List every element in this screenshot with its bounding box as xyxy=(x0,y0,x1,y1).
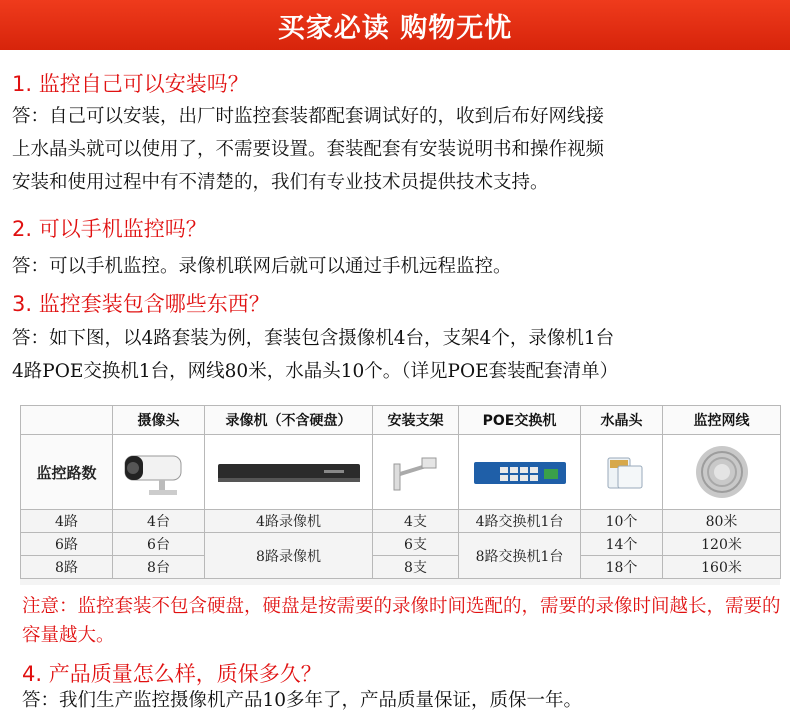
row1-channels: 4路 xyxy=(21,510,113,533)
row2-bracket: 6支 xyxy=(373,533,459,556)
row-header-label: 监控路数 xyxy=(21,435,113,510)
answer-4-line-1: 答：我们生产监控摄像机产品10多年了，产品质量保证，质保一年。 xyxy=(22,690,583,711)
header-camera: 摄像头 xyxy=(113,406,205,435)
header-connector: 水晶头 xyxy=(581,406,663,435)
row2-connector: 14个 xyxy=(581,533,663,556)
row3-channels: 8路 xyxy=(21,556,113,579)
row1-cable: 80米 xyxy=(663,510,781,533)
answer-1-line-1: 答：自己可以安装，出厂时监控套装都配套调试好的，收到后布好网线接 xyxy=(12,106,605,127)
row3-camera: 8台 xyxy=(113,556,205,579)
question-1: 1. 监控自己可以安装吗？ xyxy=(12,72,249,96)
row3-connector: 18个 xyxy=(581,556,663,579)
header-cable: 监控网线 xyxy=(663,406,781,435)
question-2: 2. 可以手机监控吗？ xyxy=(12,217,207,241)
nvr-image xyxy=(205,435,373,510)
row3-bracket: 8支 xyxy=(373,556,459,579)
question-3: 3. 监控套装包含哪些东西？ xyxy=(12,292,270,316)
row1-switch: 4路交换机1台 xyxy=(459,510,581,533)
header-nvr: 录像机（不含硬盘） xyxy=(205,406,373,435)
camera-image xyxy=(113,435,205,510)
answer-1-line-3: 安装和使用过程中有不清楚的，我们有专业技术员提供技术支持。 xyxy=(12,172,549,193)
row2-channels: 6路 xyxy=(21,533,113,556)
row2-switch: 8路交换机1台 xyxy=(459,533,581,579)
kit-contents-table xyxy=(20,405,780,585)
row1-camera: 4台 xyxy=(113,510,205,533)
answer-2-line-1: 答：可以手机监控。录像机联网后就可以通过手机远程监控。 xyxy=(12,256,512,277)
row1-nvr: 4路录像机 xyxy=(205,510,373,533)
table-corner xyxy=(21,406,113,435)
answer-3-line-2: 4路POE交换机1台，网线80米，水晶头10个。（详见POE套装配套清单） xyxy=(12,361,619,382)
poe-switch-image xyxy=(459,435,581,510)
bracket-image xyxy=(373,435,459,510)
answer-3-line-1: 答：如下图，以4路套装为例，套装包含摄像机4台，支架4个，录像机1台 xyxy=(12,328,615,349)
row3-cable: 160米 xyxy=(663,556,781,579)
row2-camera: 6台 xyxy=(113,533,205,556)
question-4: 4. 产品质量怎么样，质保多久？ xyxy=(22,662,322,686)
row2-cable: 120米 xyxy=(663,533,781,556)
row1-connector: 10个 xyxy=(581,510,663,533)
row2-nvr: 8路录像机 xyxy=(205,533,373,579)
rj45-connector-image xyxy=(581,435,663,510)
answer-1-line-2: 上水晶头就可以使用了，不需要设置。套装配套有安装说明书和操作视频 xyxy=(12,139,605,160)
row1-bracket: 4支 xyxy=(373,510,459,533)
cable-coil-image xyxy=(663,435,781,510)
header-poe-switch: POE交换机 xyxy=(459,406,581,435)
banner-title: 买家必读 购物无忧 xyxy=(277,12,513,44)
hard-disk-note: 注意：监控套装不包含硬盘，硬盘是按需要的录像时间选配的，需要的录像时间越长，需要的容量越大。 xyxy=(22,596,781,646)
banner xyxy=(0,0,790,50)
header-bracket: 安装支架 xyxy=(373,406,459,435)
